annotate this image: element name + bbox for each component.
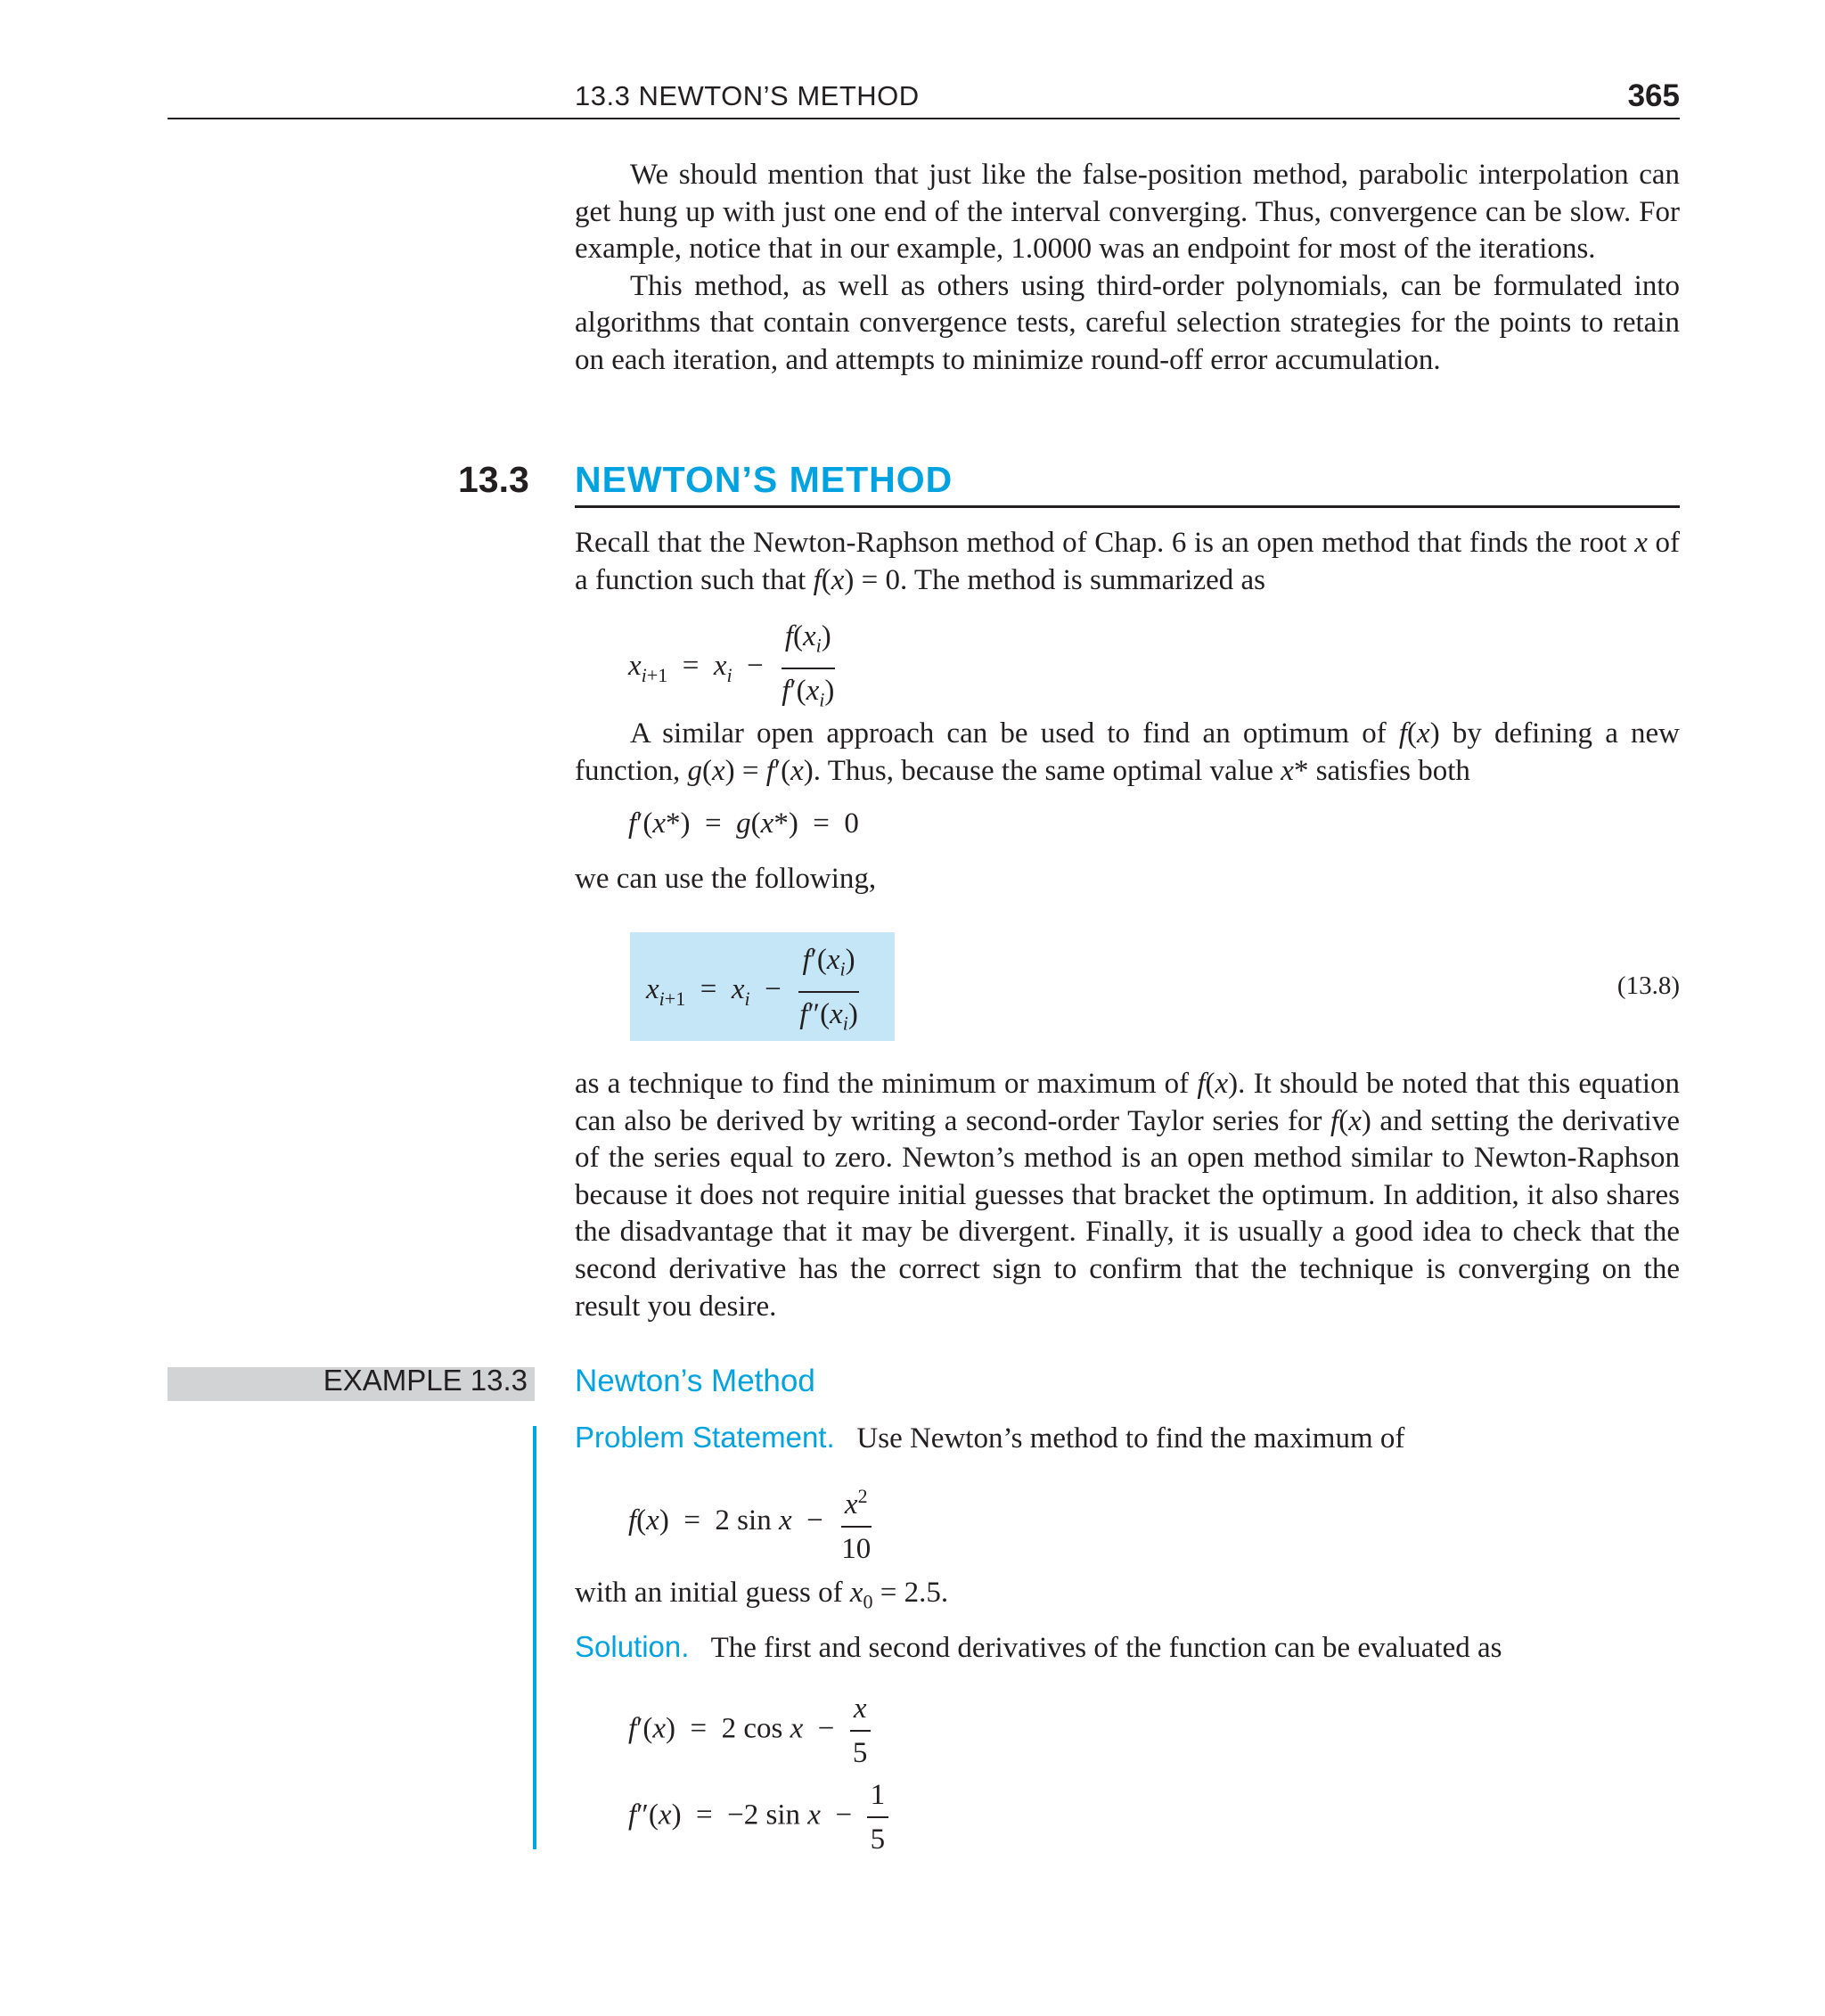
- page-number: 365: [1627, 78, 1680, 113]
- section-number: 13.3: [458, 459, 529, 500]
- optimum-condition-equation: f′(x*) = g(x*) = 0: [628, 807, 859, 840]
- newton-optimization-equation: $x_{i+1} = x_i$ − $\frac{f'(x_i)}{f''(x_i)}$: [646, 938, 862, 1045]
- example-side-bar: [533, 1426, 536, 1849]
- section-paragraph-3: we can use the following,: [575, 863, 877, 895]
- intro-text: [575, 157, 1680, 380]
- solution-statement: Solution. The first and second derivatives of the function can be evaluated as: [575, 1630, 1502, 1664]
- intro-paragraph-1: We should mention that just like the false-position method, parabolic interpolation can get hung up with just one end of the interval converging. Thus, convergence can be slow. For example, notice that in our example, 1.0000 was an endpoint for most of the iterations.: [575, 159, 1680, 266]
- example-label: EXAMPLE 13.3: [323, 1364, 528, 1397]
- example-title: Newton’s Method: [575, 1364, 815, 1398]
- initial-guess-text: with an initial guess of $x_0 = 2.5$.: [575, 1577, 949, 1613]
- problem-statement-heading: Problem Statement.: [575, 1421, 835, 1454]
- first-derivative-equation: f′(x) = 2 cos x − $\frac{x}{5}$: [628, 1687, 871, 1774]
- equation-number: (13.8): [1616, 971, 1680, 1000]
- newton-raphson-equation: $x_{i+1} = x_i$ − $\frac{f(x_i)}{f'(x_i)}$: [628, 615, 838, 721]
- section-rule: [575, 505, 1680, 508]
- intro-paragraph-2: This method, as well as others using third-order polynomials, can be formulated into algorithms that contain convergence tests, careful selection strategies for the points to retain on each iteration, and attempts to minimize round-off error accumulation.: [575, 269, 1680, 376]
- section-title: NEWTON’S METHOD: [575, 459, 953, 500]
- solution-heading: Solution.: [575, 1630, 690, 1663]
- section-paragraph-4: as a technique to find the minimum or maximum of f(x). It should be noted that this equation can also be derived by writing a second-order Taylor series for f(x) and setting the derivative of the series equal to zero. Newton’s method is an open method similar to Newton-Raphson because it does not require initial guesses that bracket the optimum. In addition, it also shares the disadvantage that it may be divergent. Finally, it is usually a good idea to check that the second derivative has the correct sign to confirm that the technique is converging on the result you desire.: [575, 1068, 1680, 1323]
- header-rule: [168, 118, 1680, 119]
- function-equation: f(x) = 2 sin x − $\frac{x^2}{10}$: [628, 1475, 874, 1570]
- running-head: 13.3 NEWTON’S METHOD: [575, 80, 920, 111]
- section-paragraph-1: Recall that the Newton-Raphson method of Chap. 6 is an open method that finds the root x of a function such that f(x) = 0. The method is summarized as: [575, 527, 1680, 596]
- problem-statement: Problem Statement. Use Newton’s method to find the maximum of: [575, 1421, 1405, 1455]
- section-paragraph-2: A similar open approach can be used to find an optimum of f(x) by defining a new function, g(x) = f′(x). Thus, because the same optimal value x* satisfies both: [575, 717, 1680, 787]
- second-derivative-equation: f″(x) = −2 sin x − $\frac{1}{5}$: [628, 1774, 888, 1861]
